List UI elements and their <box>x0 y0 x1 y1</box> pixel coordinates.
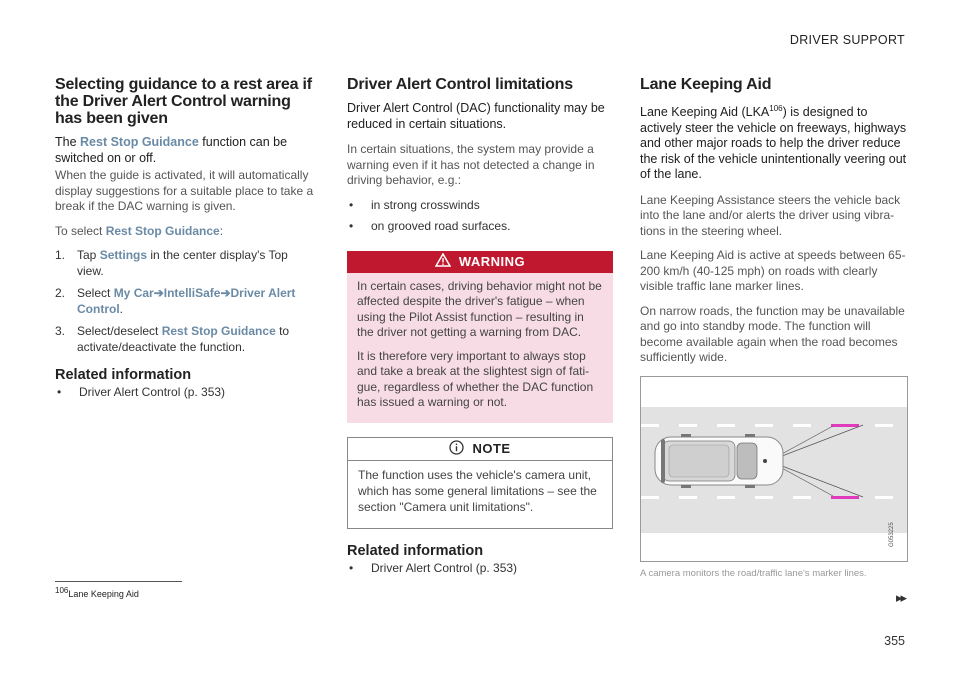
lka-lead-pre: Lane Keeping Aid (LKA <box>640 105 770 120</box>
step-text <box>77 248 317 279</box>
lka-para-2: Lane Keeping Aid is active at speeds between 65-200 km/h (40-125 mph) on roads with clearly visible traffic lane marker lines. <box>640 248 906 294</box>
lka-lead-post: ) is designed to actively steer the vehicle on freeways, highways and other major roads to help the driver reduce the risk of the vehicle unintentionally veering out of the lane. <box>640 105 907 182</box>
step-post: . <box>119 301 123 316</box>
lane-camera-illustration <box>640 376 908 562</box>
lka-para-3: On narrow roads, the function may be unavailable and go into standby mode. The function will become available again when the road becomes sufficiently wide. <box>640 303 905 365</box>
column-lane-keeping <box>640 76 907 579</box>
note-text: The function uses the vehicle's camera unit, which has some general limitations – see the section "Camera unit limitations". <box>358 467 597 514</box>
lka-para-1: Lane Keeping Assistance steers the vehicle back into the lane and/or alerts the driver using vibra-tions in the steering wheel. <box>640 192 901 238</box>
warning-text-1: In certain cases, driving behavior might not be affected despite the driver's fatigue – when using the Pilot Assist function – resulting in the driver not getting a warning from DAC. <box>357 278 602 339</box>
related-link[interactable]: Driver Alert Control (p. 353) <box>79 385 226 399</box>
select-text: To select <box>55 223 106 238</box>
step-2 <box>55 286 317 317</box>
arrow-right-icon: ➔ <box>153 286 164 300</box>
info-icon <box>449 440 464 458</box>
bullet-text: on grooved road surfaces. <box>371 219 511 233</box>
warning-body <box>347 273 613 423</box>
intro-text-end: function can be switched on or off. <box>55 135 288 165</box>
footnote-divider <box>55 581 182 582</box>
footnote-text: Lane Keeping Aid <box>68 589 139 599</box>
rest-stop-guidance-link[interactable]: Rest Stop Guidance <box>80 135 199 149</box>
arrow-right-icon: ➔ <box>220 286 231 300</box>
step-post: to activate/deactivate the function. <box>77 324 290 354</box>
related-info-heading: Related information <box>55 367 192 383</box>
intellisafe-link[interactable]: IntelliSafe <box>163 286 221 300</box>
dac-limitations-title: Driver Alert Control limitations <box>347 76 573 93</box>
bullet-icon: • <box>349 560 354 575</box>
step-pre: Tap <box>77 248 100 262</box>
bullet-text: in strong crosswinds <box>371 197 480 212</box>
bullet-icon: • <box>57 385 62 399</box>
step-pre: Select <box>77 286 114 300</box>
car-icon <box>655 434 783 488</box>
related-item[interactable] <box>55 385 317 401</box>
step-text <box>77 286 317 317</box>
note-body <box>348 461 612 528</box>
road-diagram <box>641 377 907 561</box>
next-page-icon[interactable]: ▸▸ <box>895 590 905 605</box>
select-instruction <box>55 224 317 240</box>
warning-header <box>347 251 613 273</box>
related-info-heading: Related information <box>347 542 484 559</box>
warning-label: WARNING <box>458 254 526 269</box>
list-item <box>347 198 613 214</box>
page-number: 355 <box>884 634 905 648</box>
step-number: 1. <box>55 248 66 262</box>
lane-keeping-title: Lane Keeping Aid <box>640 76 772 93</box>
section-header: DRIVER SUPPORT <box>789 33 905 47</box>
note-box <box>347 437 613 529</box>
intro-text: The <box>55 135 81 149</box>
rest-stop-title: Selecting guidance to a rest area if the Driver Alert Control warning has been given <box>55 76 312 127</box>
step-pre: Select/deselect <box>77 324 162 338</box>
dac-lead: Driver Alert Control (DAC) functionality may be reduced in certain situations. <box>347 101 605 131</box>
rest-stop-guidance-setting[interactable]: Rest Stop Guidance <box>105 223 220 238</box>
note-header <box>348 438 612 461</box>
lka-lead <box>640 101 907 183</box>
footnote-number: 106 <box>55 586 69 595</box>
bullet-icon: • <box>349 197 354 212</box>
step-post: in the center display's Top view. <box>77 248 288 278</box>
step-text <box>77 324 317 355</box>
note-label: NOTE <box>472 441 511 456</box>
rest-stop-para: When the guide is activated, it will automatically display suggestions for a suitable place to take a break if the DAC warning is given. <box>55 168 314 213</box>
rest-stop-intro <box>55 135 317 166</box>
settings-link[interactable]: Settings <box>99 248 148 262</box>
related-link[interactable]: Driver Alert Control (p. 353) <box>371 560 518 575</box>
figure-code: G053225 <box>889 521 895 547</box>
warning-box <box>347 251 613 423</box>
step-number: 2. <box>55 286 66 300</box>
warning-text-2: It is therefore very important to always stop and take a break at the slightest sign of fati-gue, regardless of whether the DAC function has issued a warning or not. <box>357 348 594 409</box>
footnote-ref[interactable]: 106 <box>769 104 783 113</box>
warning-icon <box>435 253 451 270</box>
figure-caption: A camera monitors the road/traffic lane's marker lines. <box>640 567 867 579</box>
steps-list <box>55 248 317 355</box>
my-car-link[interactable]: My Car <box>113 286 154 300</box>
bullet-icon: • <box>349 219 354 233</box>
list-item <box>347 219 613 235</box>
dac-para: In certain situations, the system may provide a warning even if it has not detected a change in driving behavior, e.g.: <box>347 142 595 187</box>
select-colon: : <box>219 223 224 238</box>
step-3 <box>55 324 317 355</box>
column-rest-stop <box>55 76 317 407</box>
step-number: 3. <box>55 324 66 338</box>
column-dac-limitations <box>347 76 613 582</box>
footnote <box>55 586 139 599</box>
rest-stop-guidance-toggle[interactable]: Rest Stop Guidance <box>161 324 276 338</box>
step-1 <box>55 248 317 279</box>
driver-alert-control-link[interactable]: Driver Alert Control <box>77 286 296 316</box>
related-item[interactable] <box>347 561 613 577</box>
